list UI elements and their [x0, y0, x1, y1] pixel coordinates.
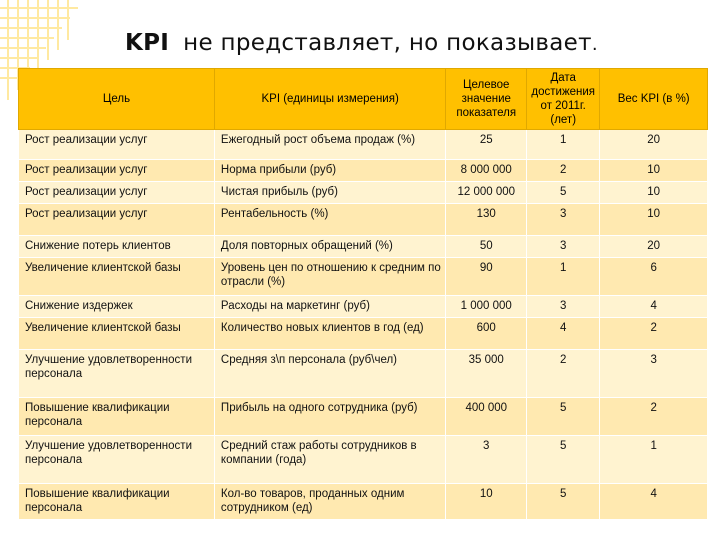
cell-kpi: Чистая прибыль (руб): [214, 182, 445, 204]
header-goal: Цель: [19, 69, 215, 130]
cell-date: 3: [527, 204, 600, 236]
cell-date: 1: [527, 258, 600, 296]
cell-goal: Снижение издержек: [19, 296, 215, 318]
cell-goal: Повышение квалификации персонала: [19, 398, 215, 436]
cell-goal: Рост реализации услуг: [19, 130, 215, 160]
cell-target: 400 000: [446, 398, 527, 436]
cell-target: 35 000: [446, 350, 527, 398]
header-target: Целевое значение показателя: [446, 69, 527, 130]
cell-weight: 1: [600, 436, 708, 484]
cell-weight: 4: [600, 484, 708, 520]
cell-date: 1: [527, 130, 600, 160]
table-row: [19, 236, 708, 258]
kpi-table: [18, 68, 708, 520]
cell-goal: Увеличение клиентской базы: [19, 318, 215, 350]
cell-goal: Повышение квалификации персонала: [19, 484, 215, 520]
cell-kpi: Уровень цен по отношению к средним по отрасли (%): [214, 258, 445, 296]
header-kpi: KPI (единицы измерения): [214, 69, 445, 130]
cell-weight: 10: [600, 160, 708, 182]
cell-target: 130: [446, 204, 527, 236]
cell-date: 5: [527, 436, 600, 484]
cell-kpi: Прибыль на одного сотрудника (руб): [214, 398, 445, 436]
title-rest: не представляет, но показывает: [183, 30, 592, 56]
cell-date: 4: [527, 318, 600, 350]
cell-kpi: Количество новых клиентов в год (ед): [214, 318, 445, 350]
table-header-row: [19, 69, 708, 130]
cell-kpi: Средний стаж работы сотрудников в компании (года): [214, 436, 445, 484]
cell-goal: Рост реализации услуг: [19, 204, 215, 236]
table-row: [19, 296, 708, 318]
cell-weight: 20: [600, 130, 708, 160]
cell-target: 50: [446, 236, 527, 258]
cell-date: 5: [527, 398, 600, 436]
cell-date: 2: [527, 160, 600, 182]
cell-weight: 10: [600, 204, 708, 236]
table-row: [19, 160, 708, 182]
header-date: Дата достижения от 2011г. (лет): [527, 69, 600, 130]
cell-target: 90: [446, 258, 527, 296]
cell-target: 25: [446, 130, 527, 160]
slide-title: [125, 30, 705, 70]
cell-weight: 10: [600, 182, 708, 204]
table-row: [19, 204, 708, 236]
cell-date: 3: [527, 296, 600, 318]
table-body: [19, 130, 708, 520]
cell-date: 5: [527, 182, 600, 204]
title-dot: .: [591, 34, 598, 55]
table-row: [19, 318, 708, 350]
cell-weight: 3: [600, 350, 708, 398]
cell-weight: 4: [600, 296, 708, 318]
cell-kpi: Доля повторных обращений (%): [214, 236, 445, 258]
cell-kpi: Средняя з\п персонала (руб\чел): [214, 350, 445, 398]
table-row: [19, 182, 708, 204]
cell-weight: 20: [600, 236, 708, 258]
cell-weight: 2: [600, 318, 708, 350]
cell-kpi: Кол-во товаров, проданных одним сотрудником (ед): [214, 484, 445, 520]
cell-date: 5: [527, 484, 600, 520]
cell-target: 12 000 000: [446, 182, 527, 204]
cell-kpi: Ежегодный рост объема продаж (%): [214, 130, 445, 160]
cell-target: 600: [446, 318, 527, 350]
cell-goal: Снижение потерь клиентов: [19, 236, 215, 258]
cell-goal: Увеличение клиентской базы: [19, 258, 215, 296]
table-row: [19, 484, 708, 520]
header-weight: Вес KPI (в %): [600, 69, 708, 130]
title-kpi: KPI: [125, 30, 170, 56]
cell-target: 8 000 000: [446, 160, 527, 182]
cell-date: 2: [527, 350, 600, 398]
cell-weight: 6: [600, 258, 708, 296]
cell-target: 1 000 000: [446, 296, 527, 318]
cell-goal: Рост реализации услуг: [19, 182, 215, 204]
cell-goal: Рост реализации услуг: [19, 160, 215, 182]
table-row: [19, 350, 708, 398]
cell-goal: Улучшение удовлетворенности персонала: [19, 350, 215, 398]
table-row: [19, 398, 708, 436]
table-row: [19, 258, 708, 296]
cell-weight: 2: [600, 398, 708, 436]
table-row: [19, 130, 708, 160]
cell-target: 10: [446, 484, 527, 520]
cell-kpi: Рентабельность (%): [214, 204, 445, 236]
cell-date: 3: [527, 236, 600, 258]
table-row: [19, 436, 708, 484]
cell-goal: Улучшение удовлетворенности персонала: [19, 436, 215, 484]
cell-target: 3: [446, 436, 527, 484]
cell-kpi: Расходы на маркетинг (руб): [214, 296, 445, 318]
cell-kpi: Норма прибыли (руб): [214, 160, 445, 182]
